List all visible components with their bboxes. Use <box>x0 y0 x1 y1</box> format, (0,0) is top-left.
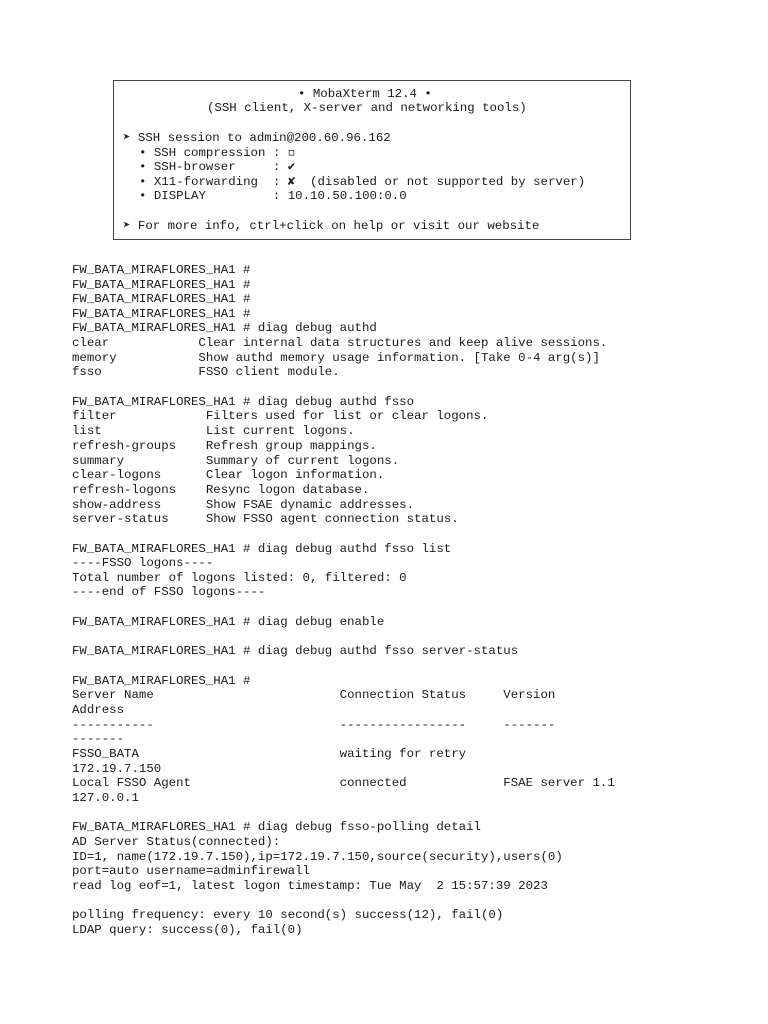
terminal-line: FW_BATA_MIRAFLORES_HA1 # diag debug authd fsso <box>72 395 415 409</box>
terminal-line: LDAP query: success(0), fail(0) <box>72 923 303 937</box>
terminal-line: Address <box>72 703 125 717</box>
terminal-line: ------- <box>72 732 125 746</box>
terminal-line: Total number of logons listed: 0, filtered: 0 <box>72 571 407 585</box>
terminal-line: ----------- ----------------- ------- <box>72 718 556 732</box>
terminal-line: FW_BATA_MIRAFLORES_HA1 # diag debug authd <box>72 321 377 335</box>
terminal-line: polling frequency: every 10 second(s) success(12), fail(0) <box>72 908 504 922</box>
banner-display: • DISPLAY : 10.10.50.100:0.0 <box>139 189 407 203</box>
terminal-line: FW_BATA_MIRAFLORES_HA1 # <box>72 263 251 277</box>
terminal-line: refresh-logons Resync logon database. <box>72 483 370 497</box>
terminal-line: FW_BATA_MIRAFLORES_HA1 # <box>72 292 251 306</box>
terminal-line: FW_BATA_MIRAFLORES_HA1 # <box>72 674 251 688</box>
terminal-line: FW_BATA_MIRAFLORES_HA1 # <box>72 307 251 321</box>
terminal-line: list List current logons. <box>72 424 355 438</box>
terminal-line: FW_BATA_MIRAFLORES_HA1 # <box>72 278 251 292</box>
terminal-line: FW_BATA_MIRAFLORES_HA1 # diag debug fsso-polling detail <box>72 820 481 834</box>
terminal-line: memory Show authd memory usage information. [Take 0-4 arg(s)] <box>72 351 600 365</box>
terminal-line: refresh-groups Refresh group mappings. <box>72 439 377 453</box>
banner-ssh-compression: • SSH compression : ◽ <box>139 146 296 160</box>
banner-ssh-session: ➤ SSH session to admin@200.60.96.162 <box>123 131 391 145</box>
terminal-line: ----end of FSSO logons---- <box>72 585 266 599</box>
terminal-line: 127.0.0.1 <box>72 791 139 805</box>
terminal-line: read log eof=1, latest logon timestamp: Tue May 2 15:57:39 2023 <box>72 879 548 893</box>
terminal-line: ID=1, name(172.19.7.150),ip=172.19.7.150,source(security),users(0) <box>72 850 563 864</box>
terminal-line: 172.19.7.150 <box>72 762 162 776</box>
terminal-line: clear-logons Clear logon information. <box>72 468 385 482</box>
banner-more-info: ➤ For more info, ctrl+click on help or visit our website <box>123 219 540 233</box>
banner-title: • MobaXterm 12.4 • <box>298 87 432 101</box>
terminal-line: fsso FSSO client module. <box>72 365 340 379</box>
terminal-line: ----FSSO logons---- <box>72 556 214 570</box>
terminal-line: summary Summary of current logons. <box>72 454 400 468</box>
terminal-line: clear Clear internal data structures and keep alive sessions. <box>72 336 608 350</box>
terminal-line: show-address Show FSAE dynamic addresses. <box>72 498 415 512</box>
banner-ssh-browser: • SSH-browser : ✔ <box>139 160 296 174</box>
terminal-line: FW_BATA_MIRAFLORES_HA1 # diag debug authd fsso server-status <box>72 644 519 658</box>
terminal-line: FSSO_BATA waiting for retry <box>72 747 467 761</box>
banner-x11-forwarding: • X11-forwarding : ✘ (disabled or not supported by server) <box>139 175 586 189</box>
banner-subtitle: (SSH client, X-server and networking tools) <box>207 101 527 115</box>
terminal-line: port=auto username=adminfirewall <box>72 864 310 878</box>
terminal-line: server-status Show FSSO agent connection status. <box>72 512 459 526</box>
terminal-line: FW_BATA_MIRAFLORES_HA1 # diag debug authd fsso list <box>72 542 452 556</box>
terminal-line: filter Filters used for list or clear logons. <box>72 409 489 423</box>
terminal-line: AD Server Status(connected): <box>72 835 281 849</box>
terminal-line: Local FSSO Agent connected FSAE server 1.1 <box>72 776 615 790</box>
terminal-line: FW_BATA_MIRAFLORES_HA1 # diag debug enable <box>72 615 385 629</box>
terminal-line: Server Name Connection Status Version <box>72 688 556 702</box>
